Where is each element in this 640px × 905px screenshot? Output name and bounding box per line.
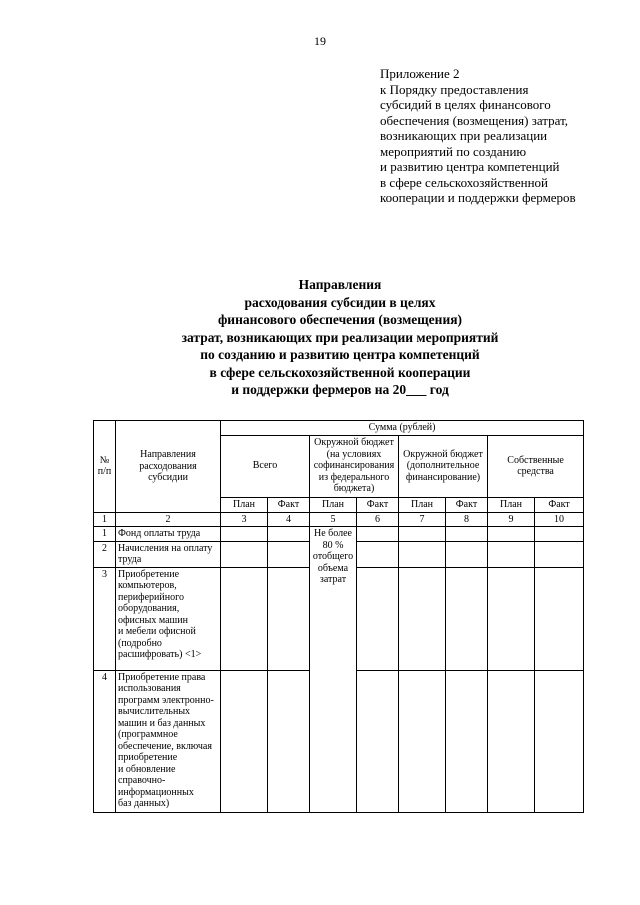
appendix-line: Приложение 2 xyxy=(380,66,460,81)
table-row xyxy=(94,527,584,542)
plan-header: План xyxy=(310,497,357,512)
cell-empty xyxy=(268,567,310,670)
cell-empty xyxy=(535,527,584,542)
column-number: 8 xyxy=(446,512,488,527)
row-name: Фонд оплаты труда xyxy=(116,527,221,542)
column-number: 4 xyxy=(268,512,310,527)
column-number: 10 xyxy=(535,512,584,527)
title-line: затрат, возникающих при реализации мероприятий xyxy=(181,329,499,345)
column-number: 2 xyxy=(116,512,221,527)
cell-empty xyxy=(446,527,488,542)
cell-empty xyxy=(535,670,584,812)
cell-empty xyxy=(268,541,310,567)
appendix-line: и развитию центра компетенций xyxy=(380,159,560,174)
cell-empty xyxy=(357,541,399,567)
cell-empty xyxy=(488,541,535,567)
expenditure-table xyxy=(93,420,584,813)
column-number: 3 xyxy=(221,512,268,527)
column-number: 6 xyxy=(357,512,399,527)
cell-empty xyxy=(446,541,488,567)
title-line: и поддержки фермеров на 20___ год xyxy=(231,382,449,397)
cell-empty xyxy=(535,567,584,670)
fact-header: Факт xyxy=(357,497,399,512)
column-number: 5 xyxy=(310,512,357,527)
appendix-line: мероприятий по созданию xyxy=(380,143,527,159)
cell-empty xyxy=(488,567,535,670)
cofinancing-limit-note: Не более 80 % отобщего объема затрат xyxy=(310,527,357,813)
cell-empty xyxy=(268,670,310,812)
row-number: 2 xyxy=(94,541,116,567)
cell-empty xyxy=(221,567,268,670)
plan-header: План xyxy=(399,497,446,512)
cell-empty xyxy=(357,527,399,542)
page-number: 19 xyxy=(314,34,326,48)
column-number: 7 xyxy=(399,512,446,527)
cell-empty xyxy=(221,670,268,812)
title-line: расходования субсидии в целях xyxy=(244,294,436,310)
row-name: Приобретение компьютеров, периферийного оборудования, офисных машин и мебели офисной (подробно расшифровать) <1> xyxy=(116,567,221,670)
appendix-line: обеспечения (возмещения) затрат, xyxy=(380,112,569,128)
cell-empty xyxy=(399,670,446,812)
col-header-direction: Направления расходования субсидии xyxy=(116,421,221,513)
column-number: 1 xyxy=(94,512,116,527)
fact-header: Факт xyxy=(446,497,488,512)
row-number: 1 xyxy=(94,527,116,542)
document-title xyxy=(80,276,600,399)
fact-header: Факт xyxy=(535,497,584,512)
title-line: финансового обеспечения (возмещения) xyxy=(217,312,463,327)
cell-empty xyxy=(488,527,535,542)
cell-empty xyxy=(268,527,310,542)
cell-empty xyxy=(221,527,268,542)
appendix-line: возникающих при реализации xyxy=(380,128,548,143)
cell-empty xyxy=(357,567,399,670)
title-line: по созданию и развитию центра компетенций xyxy=(200,347,480,362)
cell-empty xyxy=(535,541,584,567)
plan-header: План xyxy=(221,497,268,512)
cell-empty xyxy=(357,670,399,812)
cell-empty xyxy=(221,541,268,567)
col-header-number: № п/п xyxy=(94,421,116,513)
cell-empty xyxy=(488,670,535,812)
group-header-district-cofinancing: Окружной бюджет (на условиях софинансирования из федерального бюджета) xyxy=(310,435,399,497)
row-number: 3 xyxy=(94,567,116,670)
title-line: в сфере сельскохозяйственной кооперации xyxy=(209,364,471,380)
appendix-header xyxy=(380,66,630,206)
cell-empty xyxy=(446,567,488,670)
fact-header: Факт xyxy=(268,497,310,512)
group-header-own-funds: Собственные средства xyxy=(488,435,584,497)
sum-header: Сумма (рублей) xyxy=(221,421,584,436)
row-number: 4 xyxy=(94,670,116,812)
appendix-line: в сфере сельскохозяйственной xyxy=(380,174,548,190)
appendix-line: субсидий в целях финансового xyxy=(380,97,551,112)
appendix-line: кооперации и поддержки фермеров xyxy=(380,190,576,205)
row-name: Начисления на оплату труда xyxy=(116,541,221,567)
appendix-line: к Порядку предоставления xyxy=(380,81,529,97)
row-name: Приобретение права использования программ электронно- вычислительных машин и баз данных (программное обеспечение, включая приобретение и обновление справочно- информационных баз данных) xyxy=(116,670,221,812)
cell-empty xyxy=(446,670,488,812)
cell-empty xyxy=(399,541,446,567)
group-header-total: Всего xyxy=(221,435,310,497)
cell-empty xyxy=(399,567,446,670)
plan-header: План xyxy=(488,497,535,512)
column-number: 9 xyxy=(488,512,535,527)
group-header-district-additional: Окружной бюджет (дополнительное финансирование) xyxy=(399,435,488,497)
cell-empty xyxy=(399,527,446,542)
title-line: Направления xyxy=(298,277,382,292)
